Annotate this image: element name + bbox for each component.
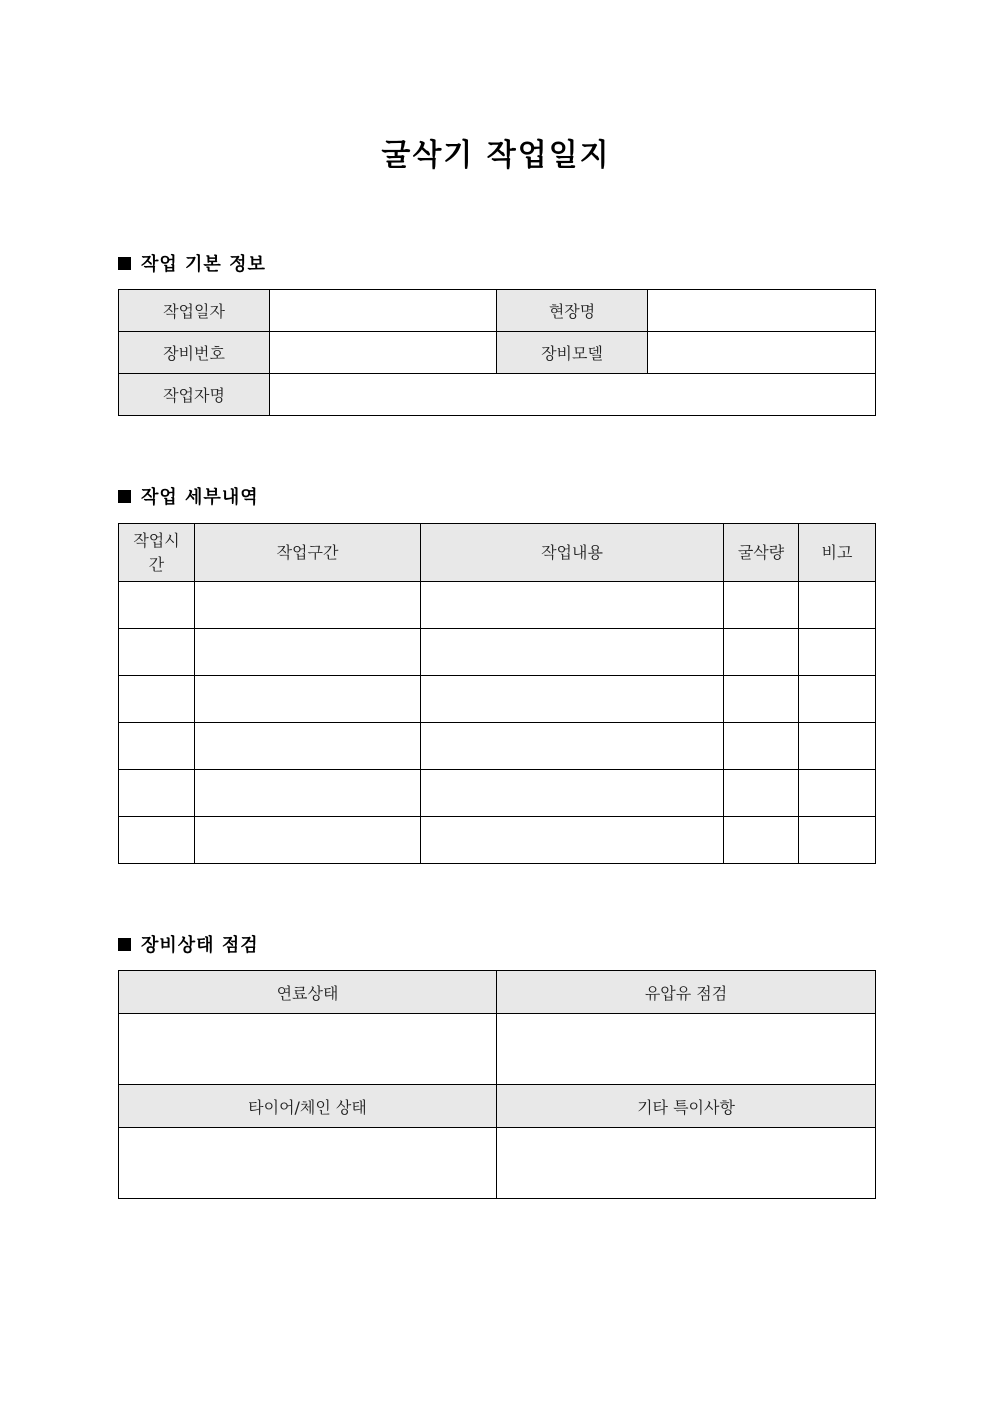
work-section-cell[interactable] — [195, 723, 421, 770]
fuel-status-field[interactable] — [119, 1014, 497, 1085]
remarks-cell[interactable] — [799, 676, 876, 723]
table-row — [119, 817, 876, 864]
work-content-cell[interactable] — [421, 770, 724, 817]
table-row — [119, 582, 876, 629]
table-row — [119, 332, 876, 374]
excavation-volume-cell[interactable] — [724, 723, 799, 770]
work-details-table — [118, 523, 876, 864]
equipment-model-label: 장비모델 — [497, 332, 648, 374]
table-row — [119, 1014, 876, 1085]
remarks-cell[interactable] — [799, 770, 876, 817]
table-row — [119, 629, 876, 676]
work-section-cell[interactable] — [195, 582, 421, 629]
work-time-cell[interactable] — [119, 629, 195, 676]
worker-name-label: 작업자명 — [119, 374, 270, 416]
table-row — [119, 290, 876, 332]
work-content-header: 작업내용 — [421, 524, 724, 582]
table-header-row — [119, 524, 876, 582]
remarks-cell[interactable] — [799, 723, 876, 770]
excavation-volume-cell[interactable] — [724, 817, 799, 864]
table-row — [119, 770, 876, 817]
work-time-cell[interactable] — [119, 723, 195, 770]
tire-chain-status-label: 타이어/체인 상태 — [119, 1085, 497, 1128]
site-name-field[interactable] — [648, 290, 876, 332]
section-heading-basic-info-label: 작업 기본 정보 — [141, 254, 266, 275]
work-section-cell[interactable] — [195, 817, 421, 864]
tire-chain-status-field[interactable] — [119, 1128, 497, 1199]
table-row — [119, 1128, 876, 1199]
work-content-cell[interactable] — [421, 676, 724, 723]
work-time-cell[interactable] — [119, 676, 195, 723]
table-header-row — [119, 971, 876, 1014]
remarks-header: 비고 — [799, 524, 876, 582]
work-section-header: 작업구간 — [195, 524, 421, 582]
table-row — [119, 723, 876, 770]
work-time-header: 작업시 간 — [119, 524, 195, 582]
section-heading-basic-info — [118, 253, 266, 277]
section-heading-equipment-check-label: 장비상태 점검 — [141, 935, 259, 956]
remarks-cell[interactable] — [799, 582, 876, 629]
equipment-check-table — [118, 970, 876, 1199]
work-time-cell[interactable] — [119, 582, 195, 629]
remarks-cell[interactable] — [799, 817, 876, 864]
equipment-model-field[interactable] — [648, 332, 876, 374]
other-notes-label: 기타 특이사항 — [497, 1085, 876, 1128]
site-name-label: 현장명 — [497, 290, 648, 332]
work-date-label: 작업일자 — [119, 290, 270, 332]
hydraulic-oil-check-label: 유압유 점검 — [497, 971, 876, 1014]
work-details-body — [119, 582, 876, 864]
work-section-cell[interactable] — [195, 676, 421, 723]
equipment-number-field[interactable] — [270, 332, 497, 374]
work-time-cell[interactable] — [119, 770, 195, 817]
hydraulic-oil-check-field[interactable] — [497, 1014, 876, 1085]
section-heading-work-details — [118, 486, 259, 510]
work-content-cell[interactable] — [421, 723, 724, 770]
section-heading-work-details-label: 작업 세부내역 — [141, 487, 259, 508]
fuel-status-label: 연료상태 — [119, 971, 497, 1014]
worker-name-field[interactable] — [270, 374, 876, 416]
excavation-volume-cell[interactable] — [724, 770, 799, 817]
remarks-cell[interactable] — [799, 629, 876, 676]
basic-info-table — [118, 289, 876, 416]
work-content-cell[interactable] — [421, 817, 724, 864]
excavation-volume-cell[interactable] — [724, 676, 799, 723]
work-section-cell[interactable] — [195, 770, 421, 817]
square-bullet-icon — [118, 938, 131, 951]
other-notes-field[interactable] — [497, 1128, 876, 1199]
excavation-volume-cell[interactable] — [724, 629, 799, 676]
table-row — [119, 374, 876, 416]
work-content-cell[interactable] — [421, 629, 724, 676]
square-bullet-icon — [118, 490, 131, 503]
section-heading-equipment-check — [118, 934, 259, 958]
work-section-cell[interactable] — [195, 629, 421, 676]
work-date-field[interactable] — [270, 290, 497, 332]
table-header-row — [119, 1085, 876, 1128]
excavation-volume-header: 굴삭량 — [724, 524, 799, 582]
equipment-number-label: 장비번호 — [119, 332, 270, 374]
work-time-cell[interactable] — [119, 817, 195, 864]
work-content-cell[interactable] — [421, 582, 724, 629]
excavation-volume-cell[interactable] — [724, 582, 799, 629]
table-row — [119, 676, 876, 723]
document-title: 굴삭기 작업일지 — [381, 138, 611, 173]
square-bullet-icon — [118, 257, 131, 270]
